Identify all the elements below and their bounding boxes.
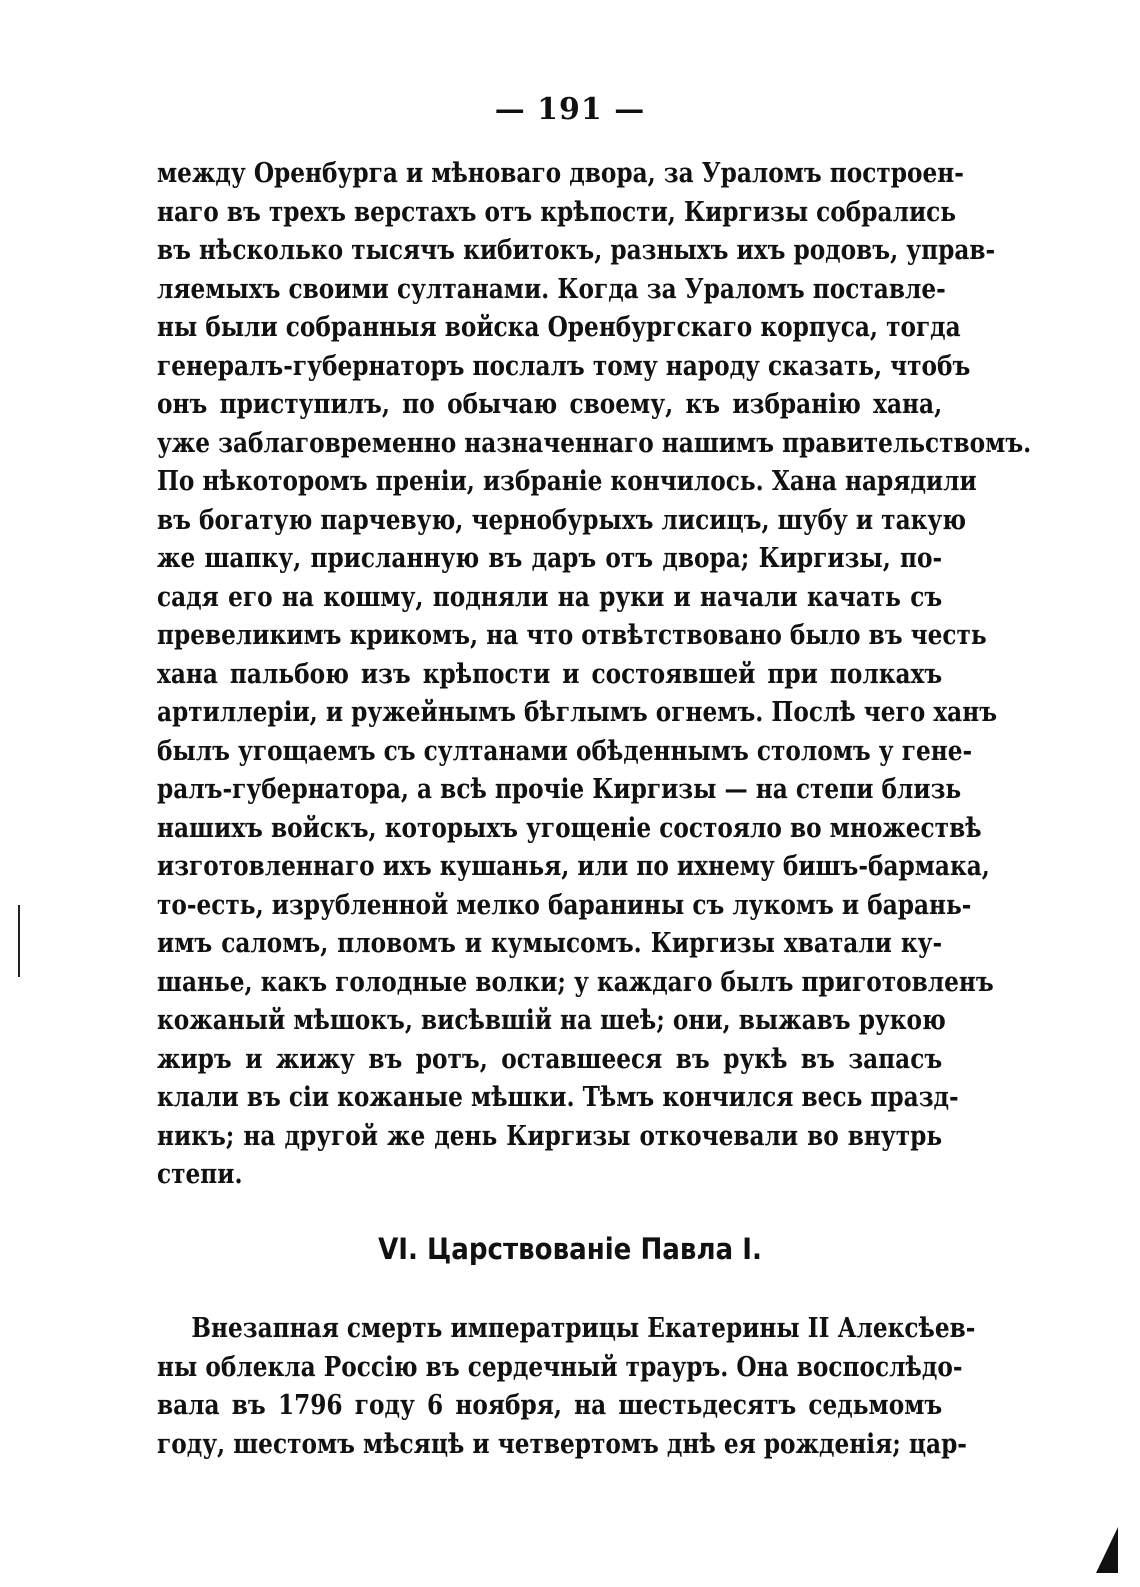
text-line: степи. xyxy=(157,1159,243,1190)
text-line: хана пальбою изъ крѣпости и состоявшей при полкахъ xyxy=(157,658,943,690)
text-line: изготовленнаго ихъ кушанья, или по ихнему бишъ-бармака, xyxy=(157,851,990,882)
text-line: имъ саломъ, пловомъ и кумысомъ. Киргизы хватали ку- xyxy=(157,928,943,959)
text-line: ны облекла Россію въ сердечный трауръ. Она воспослѣдо- xyxy=(157,1351,963,1383)
text-line: ны были собранныя войска Оренбургскаго корпуса, тогда xyxy=(157,312,961,343)
text-line: генералъ-губернаторъ послалъ тому народу сказать, чтобъ xyxy=(157,350,971,382)
text-line: никъ; на другой же день Киргизы откочевали во внутрь xyxy=(157,1120,943,1152)
text-line: нашихъ войскъ, которыхъ угощеніе состояло во множествѣ xyxy=(157,812,982,844)
text-line: кожаный мѣшокъ, висѣвшій на шеѣ; они, выжавъ рукою xyxy=(157,1005,946,1036)
text-line: же шапку, присланную въ даръ отъ двора; Киргизы, по- xyxy=(157,543,943,574)
text-line: наго въ трехъ верстахъ отъ крѣпости, Киргизы собрались xyxy=(157,196,957,228)
paragraph-2 xyxy=(157,1310,976,1464)
text-line: шанье, какъ голодные волки; у каждаго былъ приготовленъ xyxy=(157,966,994,998)
text-line: клали въ сіи кожаные мѣшки. Тѣмъ кончился весь празд- xyxy=(157,1082,959,1113)
text-line: артиллеріи, и ружейнымъ бѣглымъ огнемъ. Послѣ чего ханъ xyxy=(157,697,998,728)
text-line: былъ угощаемъ съ султанами обѣденнымъ столомъ у гене- xyxy=(157,735,973,767)
text-line: жиръ и жижу въ ротъ, оставшееся въ рукѣ въ запасъ xyxy=(157,1043,943,1075)
text-line: Внезапная смерть императрицы Екатерины II Алексѣев- xyxy=(191,1313,976,1344)
text-line: уже заблаговременно назначеннаго нашимъ правительствомъ. xyxy=(157,427,1032,459)
text-line: ралъ-губернатора, а всѣ прочіе Киргизы — на степи близь xyxy=(157,774,962,805)
text-line: По нѣкоторомъ преніи, избраніе кончилось. Хана нарядили xyxy=(157,466,977,497)
text-line: онъ приступилъ, по обычаю своему, къ избранію хана, xyxy=(157,389,943,420)
text-line: то-есть, изрубленной мелко баранины съ лукомъ и барань- xyxy=(157,889,972,921)
scan-corner-mark xyxy=(1096,1527,1118,1573)
text-line: въ нѣсколько тысячъ кибитокъ, разныхъ ихъ родовъ, управ- xyxy=(157,235,996,266)
text-line: между Оренбурга и мѣноваго двора, за Ураломъ построен- xyxy=(157,158,964,189)
scan-margin-mark xyxy=(18,905,20,977)
paragraph-1 xyxy=(157,155,1032,1195)
text-line: превеликимъ крикомъ, на что отвѣтствовано было въ честь xyxy=(157,620,987,651)
page-number: — 191 — xyxy=(494,92,646,127)
section-heading: VI. Царствованіе Павла I. xyxy=(378,1232,762,1266)
text-line: въ богатую парчевую, чернобурыхъ лисицъ, шубу и такую xyxy=(157,504,967,536)
text-line: году, шестомъ мѣсяцѣ и четвертомъ днѣ ея рожденія; цар- xyxy=(157,1428,967,1460)
text-line: ляемыхъ своими султанами. Когда за Ураломъ поставле- xyxy=(157,273,946,305)
text-line: вала въ 1796 году 6 ноября, на шестьдесятъ седьмомъ xyxy=(157,1390,943,1421)
text-line: садя его на кошму, подняли на руки и начали качать съ xyxy=(157,581,943,613)
